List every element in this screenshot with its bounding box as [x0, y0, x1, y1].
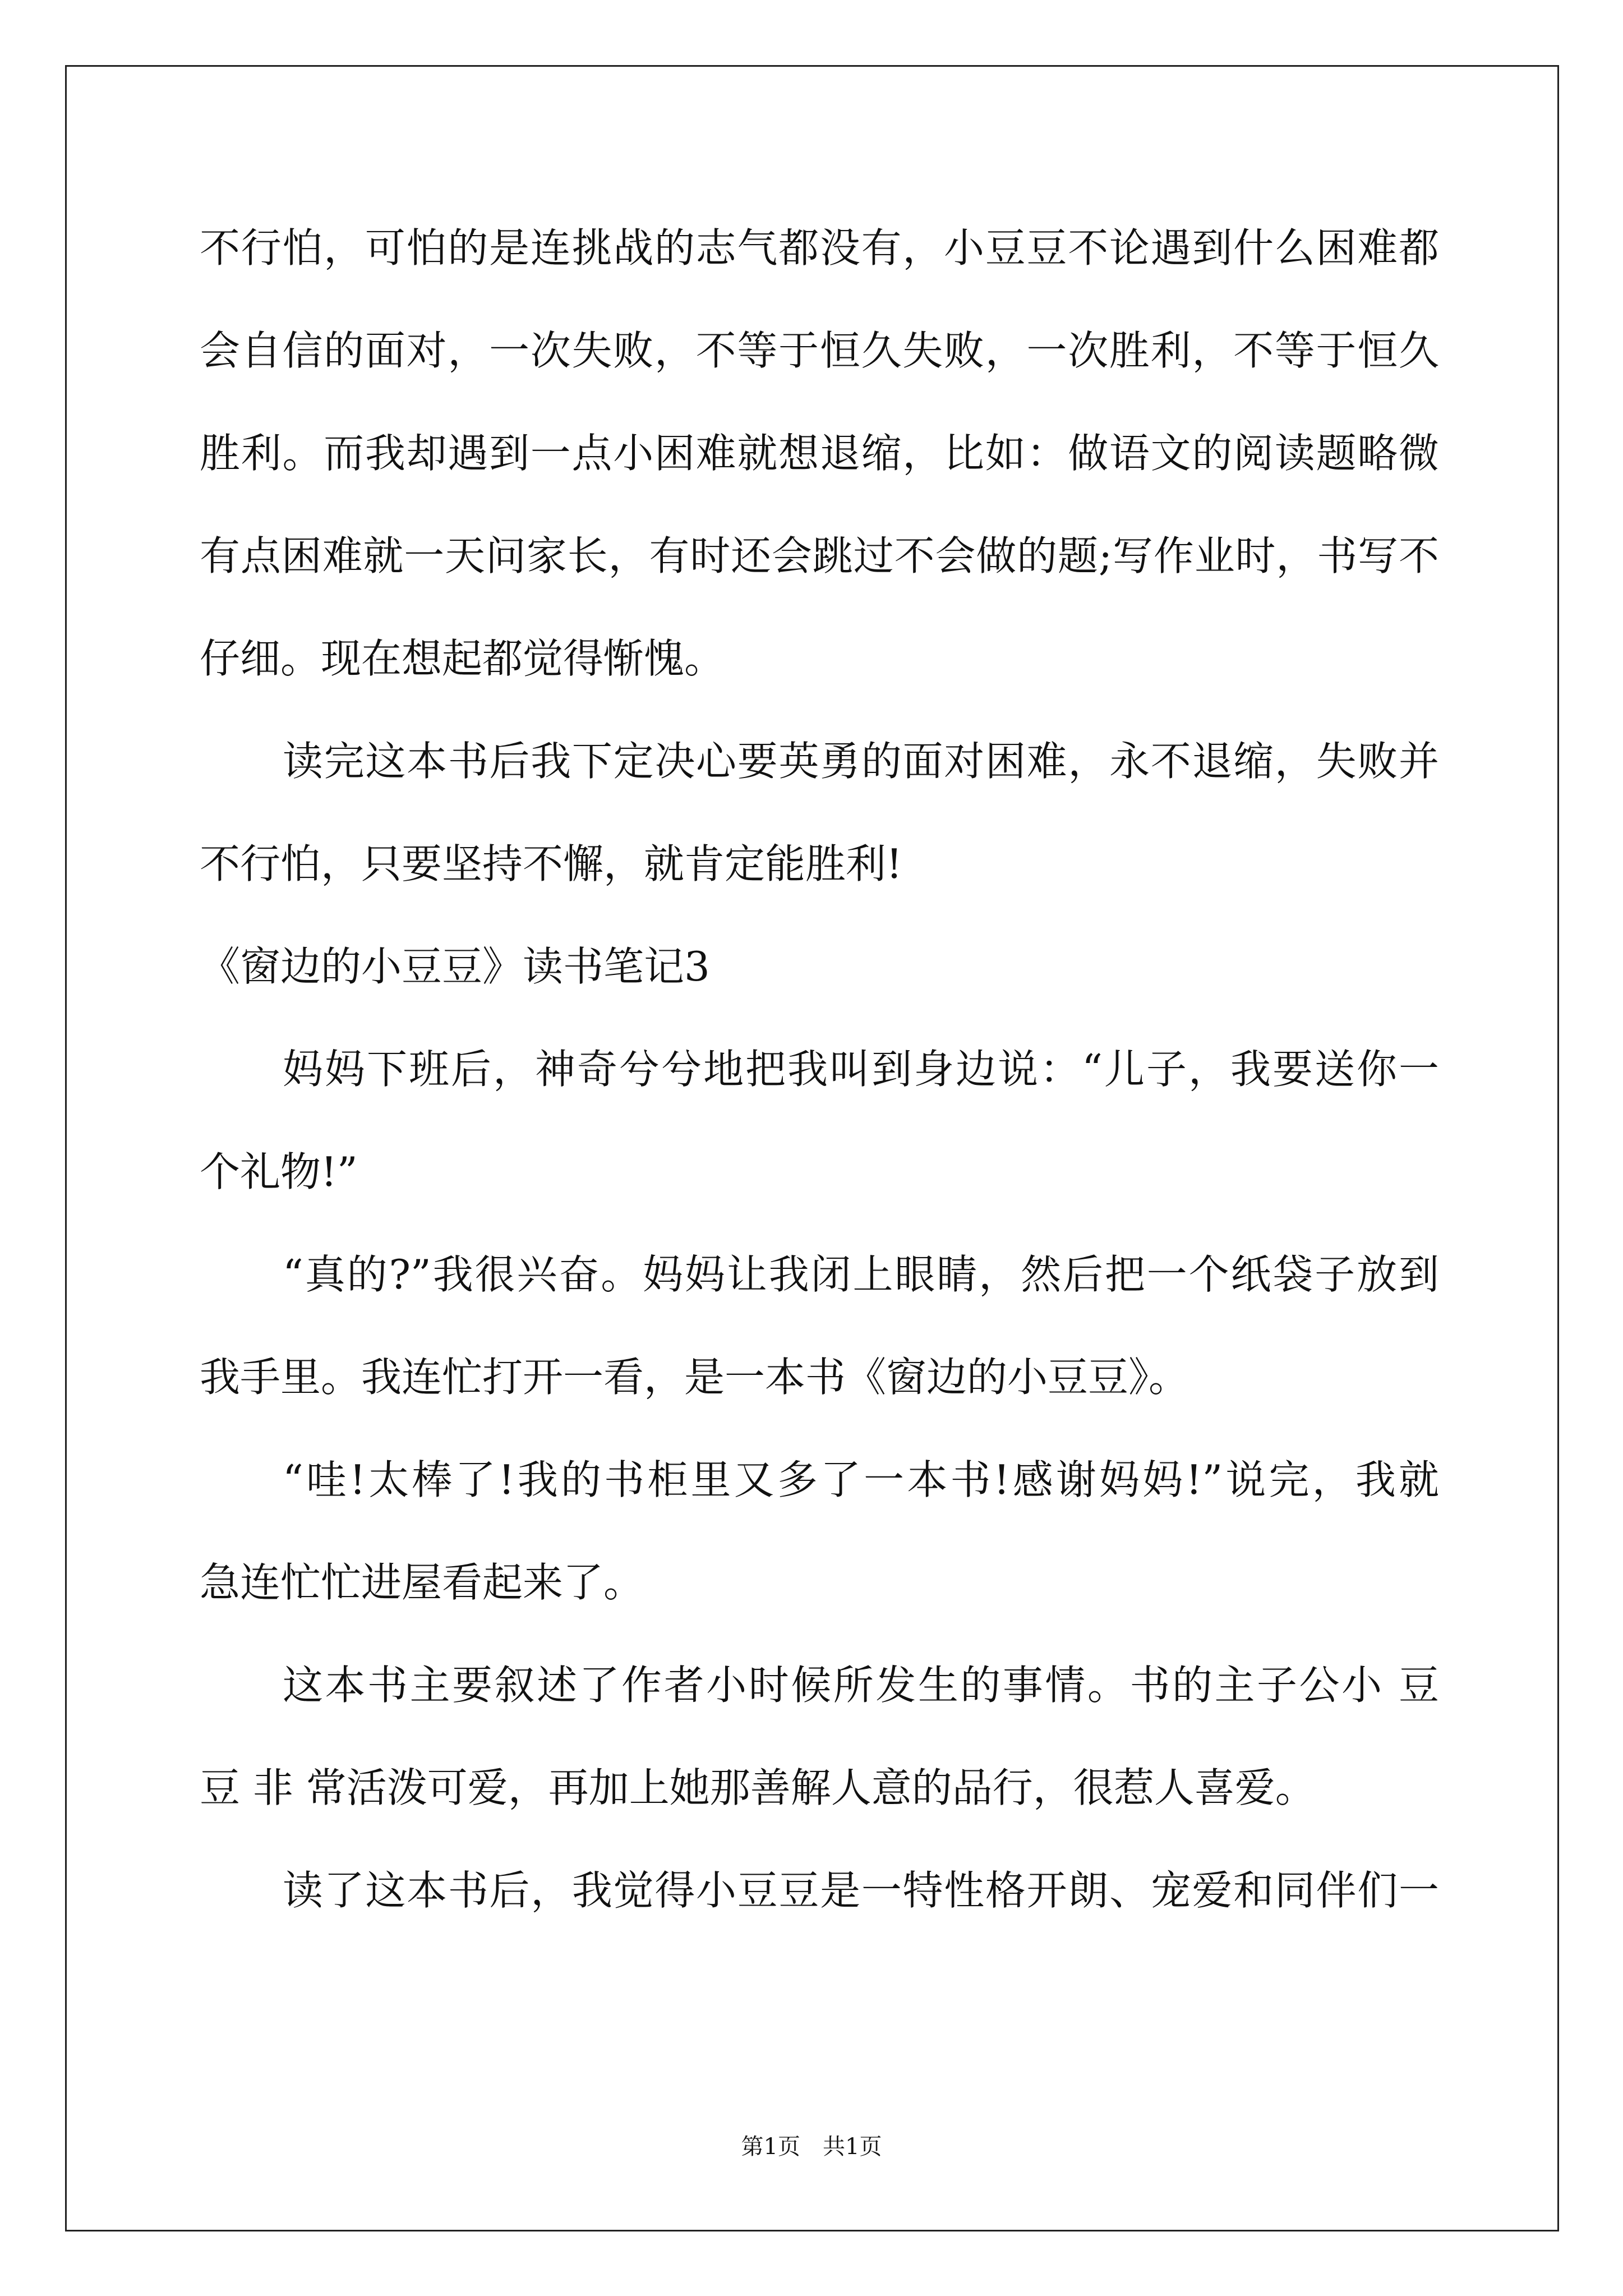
- text-line: 仔细。现在想起都觉得惭愧。: [200, 635, 725, 682]
- text-line: “真的?”我很兴奋。妈妈让我闭上眼睛，然后把一个纸袋子放到: [283, 1251, 1439, 1298]
- text-line: 个礼物!”: [200, 1148, 358, 1195]
- text-line: 胜利。而我却遇到一点小困难就想退缩，比如：做语文的阅读题略微: [200, 430, 1439, 477]
- text-line: 读了这本书后，我觉得小豆豆是一特性格开朗、宠爱和同伴们一: [283, 1867, 1439, 1914]
- section-heading: 《窗边的小豆豆》读书笔记3: [200, 943, 710, 990]
- text-line: 急连忙忙进屋看起来了。: [200, 1559, 644, 1606]
- text-line: “哇!太棒了!我的书柜里又多了一本书!感谢妈妈!”说完，我就: [283, 1456, 1439, 1503]
- text-line: 会自信的面对，一次失败，不等于恒久失败，一次胜利，不等于恒久: [200, 327, 1439, 374]
- text-line: 不行怕，可怕的是连挑战的志气都没有，小豆豆不论遇到什么困难都: [200, 224, 1439, 272]
- text-line: 有点困难就一天问家长，有时还会跳过不会做的题;写作业时，书写不: [200, 532, 1439, 579]
- text-line: 豆 非 常活泼可爱，再加上她那善解人意的品行，很惹人喜爱。: [200, 1764, 1316, 1811]
- text-line: 我手里。我连忙打开一看，是一本书《窗边的小豆豆》。: [200, 1354, 1189, 1401]
- text-line: 妈妈下班后，神奇兮兮地把我叫到身边说：“儿子，我要送你一: [283, 1046, 1439, 1093]
- text-line: 这本书主要叙述了作者小时候所发生的事情。书的主子公小 豆: [283, 1662, 1439, 1709]
- text-line: 不行怕，只要坚持不懈，就肯定能胜利!: [200, 840, 902, 887]
- page-footer: 第1页 共1页: [741, 2134, 882, 2160]
- text-line: 读完这本书后我下定决心要英勇的面对困难，永不退缩，失败并: [283, 738, 1439, 785]
